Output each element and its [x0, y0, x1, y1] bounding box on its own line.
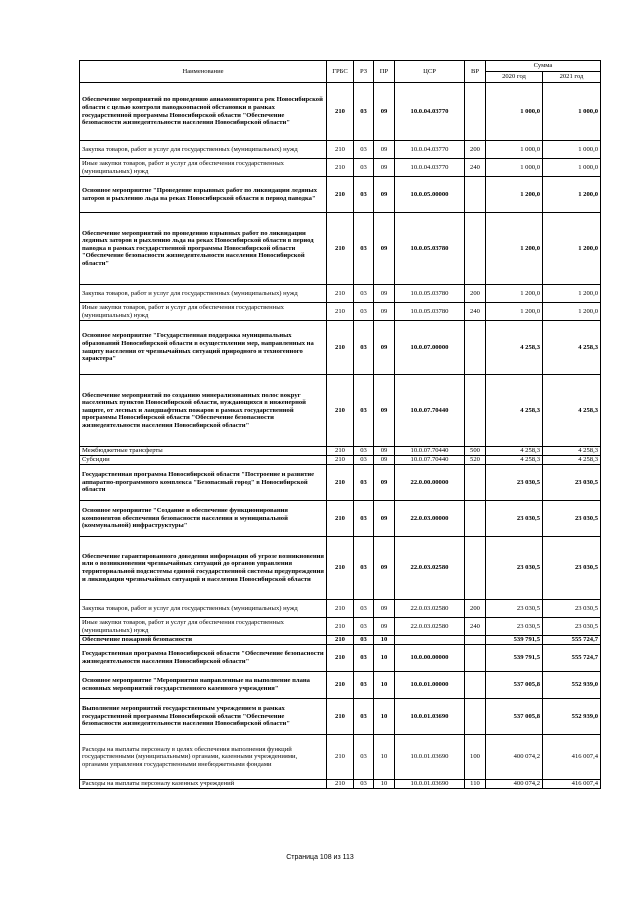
row-grbs: 210 [327, 645, 354, 672]
row-amount-2021: 1 200,0 [543, 303, 601, 321]
row-vr [465, 177, 486, 213]
row-vr: 520 [465, 456, 486, 465]
row-name: Закупка товаров, работ и услуг для государственных (муниципальных) нужд [80, 285, 327, 303]
table-row [80, 213, 601, 285]
row-rz: 03 [354, 447, 374, 456]
row-grbs: 210 [327, 213, 354, 285]
row-amount-2020: 539 791,5 [486, 645, 543, 672]
row-amount-2020: 1 200,0 [486, 213, 543, 285]
row-pr: 09 [374, 501, 395, 537]
table-row [80, 321, 601, 375]
row-amount-2021: 4 258,3 [543, 321, 601, 375]
row-amount-2020: 1 200,0 [486, 303, 543, 321]
row-grbs: 210 [327, 465, 354, 501]
row-vr [465, 636, 486, 645]
row-amount-2021: 555 724,7 [543, 645, 601, 672]
header-sum: Сумма [486, 61, 601, 72]
row-rz: 03 [354, 537, 374, 600]
row-grbs: 210 [327, 600, 354, 618]
row-name: Основное мероприятие "Государственная поддержка муниципальных образований Новосибирской области в осуществлении мер, направленных на защиту населения от чрезвычайных ситуаций природного и техногенного характера" [80, 321, 327, 375]
row-csr: 10.0.07.00000 [395, 321, 465, 375]
row-rz: 03 [354, 618, 374, 636]
table-row [80, 141, 601, 159]
row-amount-2021: 4 258,3 [543, 447, 601, 456]
row-name: Закупка товаров, работ и услуг для государственных (муниципальных) нужд [80, 600, 327, 618]
row-rz: 03 [354, 83, 374, 141]
row-vr: 100 [465, 735, 486, 780]
row-amount-2021: 23 030,5 [543, 465, 601, 501]
row-rz: 03 [354, 285, 374, 303]
row-grbs: 210 [327, 501, 354, 537]
row-grbs: 210 [327, 636, 354, 645]
row-pr: 10 [374, 636, 395, 645]
row-vr: 240 [465, 159, 486, 177]
row-rz: 03 [354, 600, 374, 618]
row-amount-2020: 400 074,2 [486, 780, 543, 789]
row-pr: 09 [374, 447, 395, 456]
row-rz: 03 [354, 636, 374, 645]
row-vr [465, 501, 486, 537]
row-amount-2021: 552 939,0 [543, 699, 601, 735]
row-amount-2020: 23 030,5 [486, 465, 543, 501]
row-pr: 09 [374, 303, 395, 321]
row-pr: 09 [374, 159, 395, 177]
row-grbs: 210 [327, 177, 354, 213]
row-pr: 09 [374, 600, 395, 618]
row-amount-2021: 1 000,0 [543, 159, 601, 177]
row-name: Обеспечение мероприятий по проведению взрывных работ по ликвидации ледяных заторов и рыхлению льда на реках Новосибирской области в период паводка в рамках государственной программы Новосибирской области "Обеспечение безопасности жизнедеятельности населения Новосибирской области" [80, 213, 327, 285]
row-name: Основное мероприятие "Мероприятия направленные на выполнение плана основных мероприятий государственного казенного учреждения" [80, 672, 327, 699]
row-vr [465, 645, 486, 672]
row-amount-2020: 537 005,8 [486, 699, 543, 735]
row-csr: 10.0.04.03770 [395, 83, 465, 141]
row-amount-2021: 1 200,0 [543, 213, 601, 285]
row-amount-2021: 416 007,4 [543, 780, 601, 789]
row-pr: 09 [374, 83, 395, 141]
row-amount-2020: 23 030,5 [486, 618, 543, 636]
budget-table [79, 60, 601, 789]
header-row [80, 61, 601, 72]
row-amount-2020: 1 000,0 [486, 83, 543, 141]
row-rz: 03 [354, 456, 374, 465]
row-csr: 10.0.07.70440 [395, 456, 465, 465]
row-vr: 200 [465, 285, 486, 303]
row-amount-2021: 416 007,4 [543, 735, 601, 780]
row-pr: 09 [374, 465, 395, 501]
row-grbs: 210 [327, 447, 354, 456]
row-grbs: 210 [327, 699, 354, 735]
row-amount-2021: 1 000,0 [543, 83, 601, 141]
row-amount-2021: 23 030,5 [543, 501, 601, 537]
row-grbs: 210 [327, 456, 354, 465]
header-year-2020: 2020 год [486, 72, 543, 83]
table-row [80, 303, 601, 321]
row-amount-2020: 1 000,0 [486, 141, 543, 159]
row-amount-2021: 23 030,5 [543, 537, 601, 600]
row-vr: 500 [465, 447, 486, 456]
row-amount-2020: 400 074,2 [486, 735, 543, 780]
row-amount-2021: 23 030,5 [543, 600, 601, 618]
table-row [80, 447, 601, 456]
row-rz: 03 [354, 735, 374, 780]
table-row [80, 699, 601, 735]
row-grbs: 210 [327, 285, 354, 303]
header-name: Наименование [80, 61, 327, 83]
row-pr: 09 [374, 285, 395, 303]
page-number: Страница 108 из 113 [286, 854, 354, 861]
row-grbs: 210 [327, 537, 354, 600]
row-vr: 240 [465, 618, 486, 636]
row-amount-2020: 539 791,5 [486, 636, 543, 645]
row-grbs: 210 [327, 83, 354, 141]
header-rz: РЗ [354, 61, 374, 83]
row-csr: 10.0.05.00000 [395, 177, 465, 213]
row-rz: 03 [354, 501, 374, 537]
header-year-2021: 2021 год [543, 72, 601, 83]
row-pr: 09 [374, 537, 395, 600]
row-csr: 10.0.01.03690 [395, 780, 465, 789]
row-csr: 10.0.04.03770 [395, 159, 465, 177]
row-amount-2020: 4 258,3 [486, 375, 543, 447]
row-name: Расходы на выплаты персоналу в целях обеспечения выполнения функций государственными (муниципальными) органами, казенными учреждениями, органами управления государственными внебюджетными фондами [80, 735, 327, 780]
row-csr: 10.0.05.03780 [395, 285, 465, 303]
row-amount-2020: 1 000,0 [486, 159, 543, 177]
row-rz: 03 [354, 780, 374, 789]
row-grbs: 210 [327, 159, 354, 177]
row-grbs: 210 [327, 375, 354, 447]
row-name: Межбюджетные трансферты [80, 447, 327, 456]
row-rz: 03 [354, 375, 374, 447]
row-pr: 10 [374, 735, 395, 780]
table-row [80, 375, 601, 447]
row-pr: 09 [374, 177, 395, 213]
row-name: Иные закупки товаров, работ и услуг для обеспечения государственных (муниципальных) нужд [80, 303, 327, 321]
table-row [80, 645, 601, 672]
row-grbs: 210 [327, 141, 354, 159]
table-row [80, 501, 601, 537]
row-name: Обеспечение мероприятий по созданию минерализованных полос вокруг населенных пунктов Новосибирской области, нуждающихся в инженерной защите, от лесных и ландшафтных пожаров в рамках государственной программы Новосибирской области "Обеспечение безопасности жизнедеятельности населения Новосибирской области" [80, 375, 327, 447]
row-csr: 10.0.05.03780 [395, 303, 465, 321]
row-grbs: 210 [327, 618, 354, 636]
row-csr: 10.0.01.03690 [395, 735, 465, 780]
row-rz: 03 [354, 465, 374, 501]
row-rz: 03 [354, 159, 374, 177]
row-name: Обеспечение гарантированного доведения информации об угрозе возникновения или о возникновении чрезвычайных ситуаций до органов управления территориальной подсистемы единой государственной системы предупреждения и ликвидации чрезвычайных ситуаций и населения Новосибирской области [80, 537, 327, 600]
row-vr [465, 375, 486, 447]
row-name: Иные закупки товаров, работ и услуг для обеспечения государственных (муниципальных) нужд [80, 159, 327, 177]
row-name: Государственная программа Новосибирской области "Построение и развитие аппаратно-программного комплекса "Безопасный город" в Новосибирской области [80, 465, 327, 501]
row-csr: 22.0.03.02580 [395, 537, 465, 600]
row-amount-2021: 4 258,3 [543, 375, 601, 447]
row-vr [465, 537, 486, 600]
row-csr: 22.0.00.00000 [395, 465, 465, 501]
row-grbs: 210 [327, 321, 354, 375]
row-name: Обеспечение мероприятий по проведению авиамониторинга рек Новосибирской области с целью контроля паводкоопасной обстановки в рамках государственной программы Новосибирской области "Обеспечение безопасности жизнедеятельности населения Новосибирской области" [80, 83, 327, 141]
header-vr: ВР [465, 61, 486, 83]
row-csr: 10.0.07.70440 [395, 375, 465, 447]
row-rz: 03 [354, 645, 374, 672]
row-grbs: 210 [327, 672, 354, 699]
row-grbs: 210 [327, 780, 354, 789]
table-row [80, 780, 601, 789]
row-pr: 10 [374, 699, 395, 735]
table-row [80, 159, 601, 177]
row-pr: 10 [374, 645, 395, 672]
row-amount-2020: 1 200,0 [486, 177, 543, 213]
row-pr: 10 [374, 672, 395, 699]
row-csr: 22.0.03.00000 [395, 501, 465, 537]
header-csr: ЦСР [395, 61, 465, 83]
row-csr: 10.0.07.70440 [395, 447, 465, 456]
table-row [80, 456, 601, 465]
table-row [80, 600, 601, 618]
row-amount-2020: 4 258,3 [486, 456, 543, 465]
row-name: Государственная программа Новосибирской области "Обеспечение безопасности жизнедеятельности населения Новосибирской области" [80, 645, 327, 672]
row-rz: 03 [354, 177, 374, 213]
row-csr: 10.0.01.03690 [395, 699, 465, 735]
table-row [80, 735, 601, 780]
row-amount-2021: 23 030,5 [543, 618, 601, 636]
table-row [80, 537, 601, 600]
table-row [80, 636, 601, 645]
row-pr: 09 [374, 321, 395, 375]
row-amount-2020: 537 005,8 [486, 672, 543, 699]
row-amount-2021: 1 200,0 [543, 177, 601, 213]
row-vr: 200 [465, 141, 486, 159]
row-name: Обеспечение пожарной безопасности [80, 636, 327, 645]
row-amount-2021: 552 939,0 [543, 672, 601, 699]
row-pr: 09 [374, 618, 395, 636]
table-row [80, 177, 601, 213]
row-grbs: 210 [327, 303, 354, 321]
row-amount-2020: 1 200,0 [486, 285, 543, 303]
row-rz: 03 [354, 141, 374, 159]
row-vr: 200 [465, 600, 486, 618]
row-name: Выполнение мероприятий государственным учреждением в рамках государственной программы Новосибирской области "Обеспечение безопасности жизнедеятельности населения Новосибирской области" [80, 699, 327, 735]
header-grbs: ГРБС [327, 61, 354, 83]
row-name: Расходы на выплаты персоналу казенных учреждений [80, 780, 327, 789]
row-vr [465, 699, 486, 735]
row-csr: 10.0.01.00000 [395, 672, 465, 699]
row-name: Субсидии [80, 456, 327, 465]
row-name: Основное мероприятие "Проведение взрывных работ по ликвидации ледяных заторов и рыхлению льда на реках Новосибирской области в период паводка" [80, 177, 327, 213]
row-amount-2020: 23 030,5 [486, 537, 543, 600]
row-amount-2020: 23 030,5 [486, 501, 543, 537]
row-pr: 09 [374, 141, 395, 159]
row-csr [395, 636, 465, 645]
row-vr: 240 [465, 303, 486, 321]
row-amount-2020: 4 258,3 [486, 447, 543, 456]
table-row [80, 672, 601, 699]
row-vr [465, 672, 486, 699]
row-vr [465, 83, 486, 141]
row-pr: 10 [374, 780, 395, 789]
row-rz: 03 [354, 303, 374, 321]
row-rz: 03 [354, 321, 374, 375]
row-vr [465, 213, 486, 285]
row-name: Основное мероприятие "Создание и обеспечение функционирования компонентов обеспечения безопасности населения и муниципальной (коммунальной) инфраструктуры" [80, 501, 327, 537]
table-row [80, 83, 601, 141]
row-amount-2021: 4 258,3 [543, 456, 601, 465]
row-csr: 22.0.03.02580 [395, 618, 465, 636]
row-name: Закупка товаров, работ и услуг для государственных (муниципальных) нужд [80, 141, 327, 159]
table-body [80, 83, 601, 789]
row-amount-2020: 23 030,5 [486, 600, 543, 618]
row-vr [465, 321, 486, 375]
table-row [80, 465, 601, 501]
row-vr: 110 [465, 780, 486, 789]
row-amount-2021: 1 200,0 [543, 285, 601, 303]
row-amount-2020: 4 258,3 [486, 321, 543, 375]
row-rz: 03 [354, 213, 374, 285]
row-grbs: 210 [327, 735, 354, 780]
row-csr: 10.0.04.03770 [395, 141, 465, 159]
row-rz: 03 [354, 672, 374, 699]
table-row [80, 285, 601, 303]
row-rz: 03 [354, 699, 374, 735]
row-pr: 09 [374, 213, 395, 285]
row-name: Иные закупки товаров, работ и услуг для обеспечения государственных (муниципальных) нужд [80, 618, 327, 636]
row-amount-2021: 1 000,0 [543, 141, 601, 159]
row-csr: 10.0.00.00000 [395, 645, 465, 672]
row-amount-2021: 555 724,7 [543, 636, 601, 645]
row-vr [465, 465, 486, 501]
header-pr: ПР [374, 61, 395, 83]
row-csr: 22.0.03.02580 [395, 600, 465, 618]
row-csr: 10.0.05.03780 [395, 213, 465, 285]
table-row [80, 618, 601, 636]
row-pr: 09 [374, 375, 395, 447]
row-pr: 09 [374, 456, 395, 465]
